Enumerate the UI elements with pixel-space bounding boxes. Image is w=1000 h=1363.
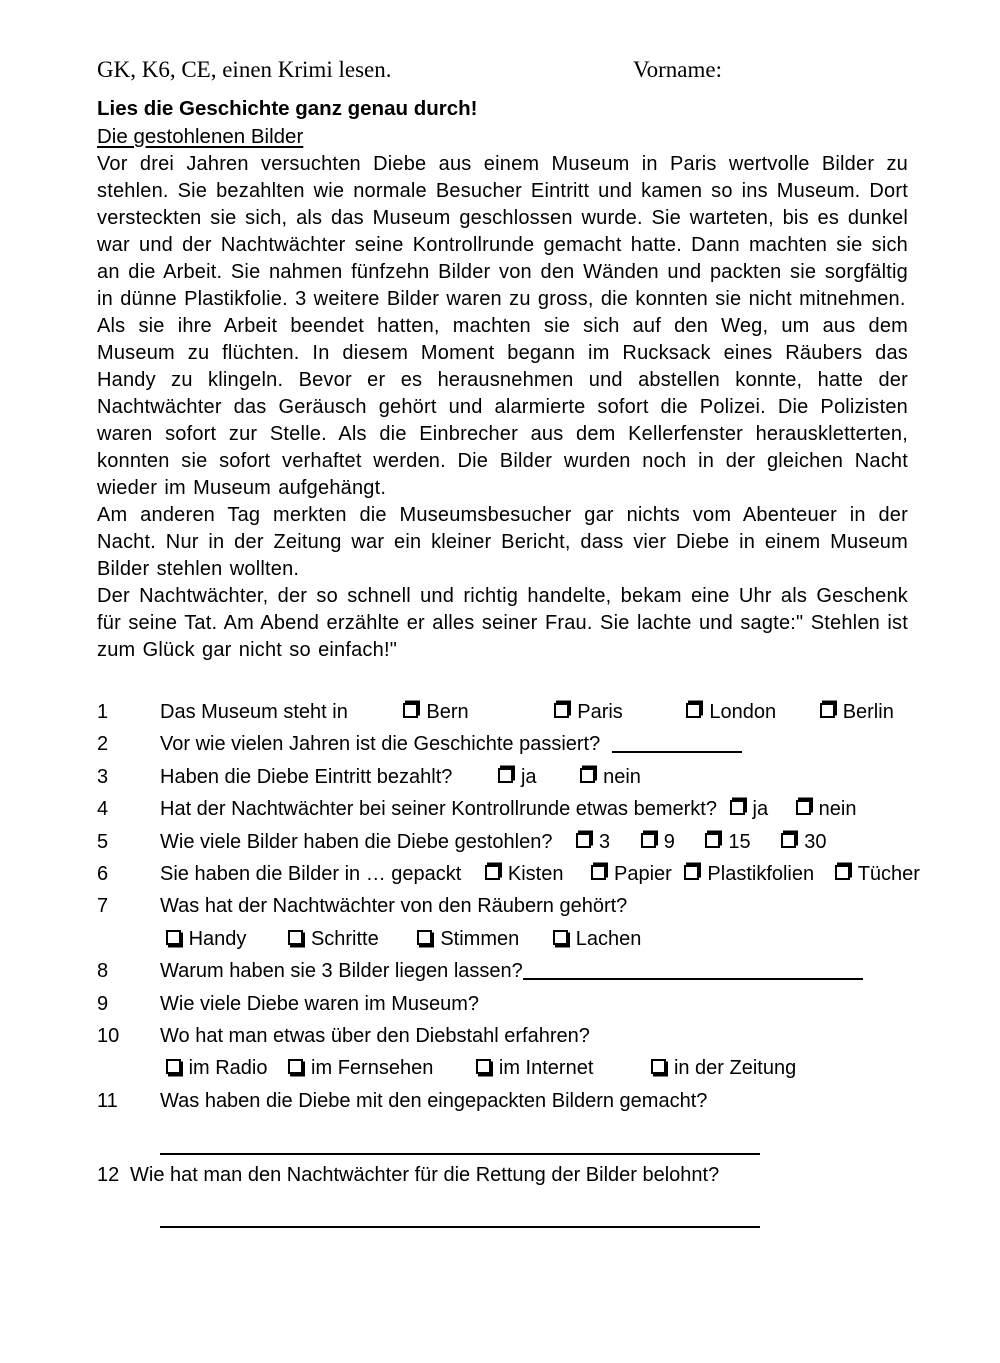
- question-text: Wie viele Diebe waren im Museum?: [160, 992, 480, 1015]
- checkbox-icon[interactable]: [580, 768, 595, 783]
- option-label: im Radio: [188, 1057, 268, 1080]
- story-title: Die gestohlenen Bilder: [97, 125, 304, 148]
- question-10-options: [97, 1052, 908, 1084]
- answer-blank[interactable]: [160, 1226, 760, 1228]
- checkbox-icon[interactable]: [684, 865, 699, 880]
- question-12: [97, 1159, 908, 1191]
- option-im-fernsehen[interactable]: [288, 1052, 433, 1084]
- option-berlin[interactable]: [820, 696, 894, 728]
- checkbox-icon[interactable]: [498, 768, 513, 783]
- checkbox-icon[interactable]: [288, 930, 303, 945]
- checkbox-icon[interactable]: [730, 800, 745, 815]
- option-in-der-zeitung[interactable]: [651, 1052, 796, 1084]
- question-7: [97, 890, 908, 922]
- option-label: im Internet: [498, 1057, 594, 1080]
- option-london[interactable]: [686, 696, 776, 728]
- checkbox-icon[interactable]: [705, 833, 720, 848]
- checkbox-icon[interactable]: [476, 1059, 491, 1074]
- question-10: [97, 1020, 908, 1052]
- option-label: Tücher: [857, 863, 920, 886]
- question-7-options: [97, 923, 908, 955]
- option-schritte[interactable]: [288, 923, 379, 955]
- question-text: Das Museum steht in: [160, 701, 348, 723]
- option-label: nein: [818, 798, 857, 821]
- option-label: 15: [728, 830, 751, 853]
- question-text: Sie haben die Bilder in … gepackt: [160, 863, 462, 886]
- checkbox-icon[interactable]: [166, 1059, 181, 1074]
- option-label: 3: [599, 830, 611, 853]
- question-number: 2: [97, 733, 109, 756]
- question-number: 1: [97, 701, 109, 723]
- story-paragraph-2: Als sie ihre Arbeit beendet hatten, machten sie sich auf den Weg, um aus dem Museum zu flüchten. In diesem Moment begann im Rucksack eines Räubers das Handy zu klingeln. Bevor er es herausnehmen und abstellen konnte, hatte der Nachtwächter das Geräusch gehört und alarmierte sofort die Polizei. Die Polizisten waren sofort zur Stelle. Als die Einbrecher aus dem Kellerfenster herauskletterten, konnten sie sofort verhaftet werden. Die Bilder wurden noch in der gleichen Nacht wieder im Museum aufgehängt.: [97, 315, 908, 499]
- checkbox-icon[interactable]: [554, 703, 569, 718]
- checkbox-icon[interactable]: [820, 703, 835, 718]
- option-label: Handy: [188, 927, 247, 950]
- option-plastikfolien[interactable]: [684, 858, 814, 890]
- checkbox-icon[interactable]: [288, 1059, 303, 1074]
- option-bern[interactable]: [403, 696, 468, 728]
- option-30[interactable]: [781, 826, 826, 858]
- answer-blank[interactable]: [612, 737, 742, 753]
- checkbox-icon[interactable]: [641, 833, 656, 848]
- question-6: [97, 858, 920, 890]
- option-paris[interactable]: [554, 696, 623, 728]
- checkbox-icon[interactable]: [686, 703, 701, 718]
- course-label: GK, K6, CE, einen Krimi lesen.: [97, 57, 392, 82]
- option-label: Kisten: [507, 863, 564, 886]
- question-8: [97, 955, 908, 987]
- option-label: Bern: [426, 701, 469, 723]
- question-text: Wo hat man etwas über den Diebstahl erfahren?: [160, 1025, 590, 1048]
- question-text: Wie hat man den Nachtwächter für die Rettung der Bilder belohnt?: [130, 1164, 720, 1187]
- option-label: im Fernsehen: [311, 1057, 434, 1080]
- option-stimmen[interactable]: [417, 923, 519, 955]
- answer-blank[interactable]: [160, 1153, 760, 1155]
- option-tuecher[interactable]: [835, 858, 920, 890]
- option-label: Stimmen: [440, 927, 520, 950]
- question-number: 3: [97, 765, 109, 788]
- checkbox-icon[interactable]: [651, 1059, 666, 1074]
- question-number: 9: [97, 992, 109, 1015]
- option-label: in der Zeitung: [673, 1057, 797, 1080]
- checkbox-icon[interactable]: [576, 833, 591, 848]
- option-label: 9: [663, 830, 675, 853]
- name-label: Vorname:: [633, 57, 723, 82]
- checkbox-icon[interactable]: [485, 865, 500, 880]
- story-paragraph-4: Der Nachtwächter, der so schnell und richtig handelte, bekam eine Uhr als Geschenk für seine Tat. Am Abend erzählte er alles seiner Frau. Sie lachte und sagte:" Stehlen ist zum Glück gar nicht so einfach!": [97, 585, 908, 661]
- option-label: ja: [752, 798, 769, 821]
- answer-blank[interactable]: [523, 964, 863, 980]
- question-12-answer-row: [97, 1192, 908, 1232]
- checkbox-icon[interactable]: [781, 833, 796, 848]
- option-ja[interactable]: [730, 793, 769, 825]
- question-11-answer-row: [97, 1117, 908, 1159]
- option-im-radio[interactable]: [166, 1052, 268, 1084]
- option-nein[interactable]: [580, 761, 641, 793]
- option-9[interactable]: [641, 826, 675, 858]
- question-number: 4: [97, 798, 109, 821]
- question-4: [97, 793, 908, 825]
- question-number: 7: [97, 895, 109, 918]
- checkbox-icon[interactable]: [553, 930, 568, 945]
- option-handy[interactable]: [166, 923, 247, 955]
- question-text: Was haben die Diebe mit den eingepackten Bildern gemacht?: [160, 1089, 708, 1112]
- checkbox-icon[interactable]: [796, 800, 811, 815]
- story-paragraph-3: Am anderen Tag merkten die Museumsbesucher gar nichts vom Abenteuer in der Nacht. Nur in der Zeitung war ein kleiner Bericht, dass vier Diebe in einem Museum Bilder stehlen wollten.: [97, 504, 908, 580]
- question-text: Warum haben sie 3 Bilder liegen lassen?: [160, 960, 523, 983]
- question-number: 5: [97, 830, 109, 853]
- checkbox-icon[interactable]: [835, 865, 850, 880]
- checkbox-icon[interactable]: [403, 703, 418, 718]
- option-label: London: [709, 701, 777, 723]
- question-number: 11: [97, 1089, 118, 1112]
- option-label: Lachen: [575, 927, 642, 950]
- question-5: [97, 826, 908, 858]
- option-label: nein: [603, 765, 641, 788]
- question-text: Haben die Diebe Eintritt bezahlt?: [160, 765, 453, 788]
- question-text: Wie viele Bilder haben die Diebe gestohlen?: [160, 830, 553, 853]
- option-papier[interactable]: [591, 858, 672, 890]
- question-number: 8: [97, 960, 109, 983]
- option-kisten[interactable]: [485, 858, 564, 890]
- option-nein[interactable]: [796, 793, 857, 825]
- option-label: Papier: [614, 863, 672, 886]
- question-11: [97, 1085, 908, 1117]
- option-label: Schritte: [310, 927, 379, 950]
- checkbox-icon[interactable]: [417, 930, 432, 945]
- page-header: [97, 57, 908, 89]
- question-text: Vor wie vielen Jahren ist die Geschichte passiert?: [160, 733, 601, 756]
- question-text: Hat der Nachtwächter bei seiner Kontrollrunde etwas bemerkt?: [160, 798, 717, 821]
- option-ja[interactable]: [498, 761, 537, 793]
- story-paragraph-1: Vor drei Jahren versuchten Diebe aus einem Museum in Paris wertvolle Bilder zu stehlen. Sie bezahlten wie normale Besucher Eintritt und kamen so ins Museum. Dort versteckten sie sich, als das Museum geschlossen wurde. Sie warteten, bis es dunkel war und der Nachtwächter seine Kontrollrunde gemacht hatte. Dann machten sie sich an die Arbeit. Sie nahmen fünfzehn Bilder von den Wänden und packten sie sorgfältig in dünne Plastikfolie. 3 weitere Bilder waren zu gross, die konnten sie nicht mitnehmen.: [97, 153, 908, 310]
- option-label: Plastikfolien: [707, 863, 815, 886]
- option-label: ja: [520, 765, 537, 788]
- question-3: [97, 761, 908, 793]
- option-3[interactable]: [576, 826, 610, 858]
- checkbox-icon[interactable]: [591, 865, 606, 880]
- option-label: Berlin: [842, 701, 894, 723]
- questions-section: [97, 696, 920, 1232]
- option-15[interactable]: [705, 826, 750, 858]
- question-text: Was hat der Nachtwächter von den Räubern gehört?: [160, 895, 628, 918]
- instruction-text: Lies die Geschichte ganz genau durch!: [97, 97, 478, 120]
- option-label: 30: [804, 830, 827, 853]
- question-number: 6: [97, 863, 109, 886]
- question-9: [97, 988, 908, 1020]
- option-lachen[interactable]: [553, 923, 642, 955]
- checkbox-icon[interactable]: [166, 930, 181, 945]
- option-label: Paris: [577, 701, 623, 723]
- option-im-internet[interactable]: [476, 1052, 593, 1084]
- question-number: 10: [97, 1025, 120, 1048]
- question-1: [97, 696, 908, 728]
- question-number: 12: [97, 1164, 120, 1187]
- question-2: [97, 728, 908, 760]
